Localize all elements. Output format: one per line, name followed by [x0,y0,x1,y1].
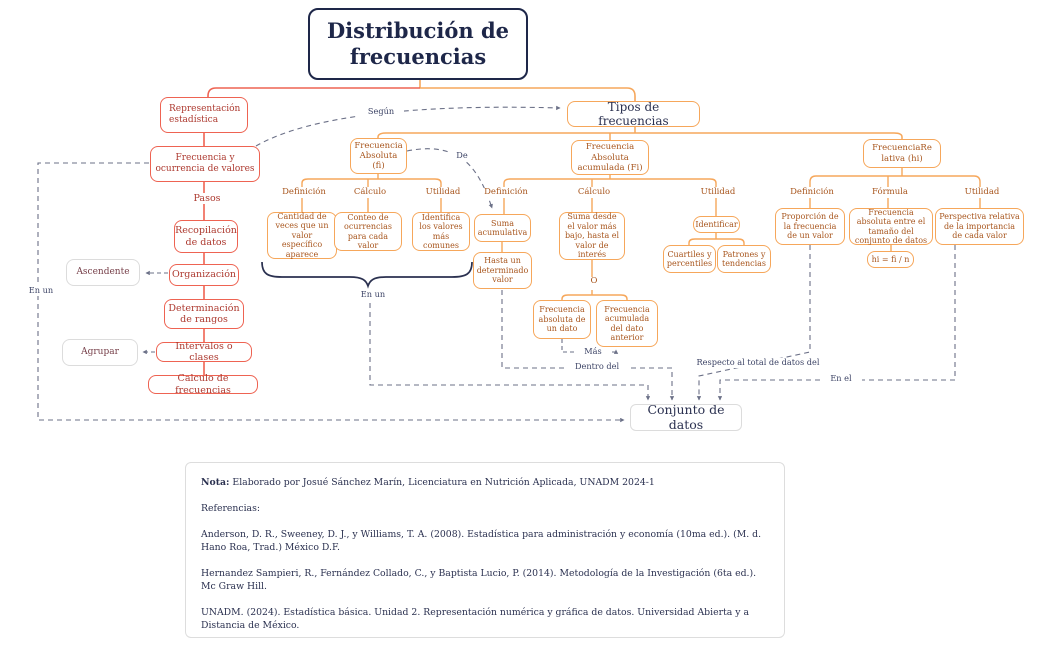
leaf-hi-formula-expr: hi = fi / n [867,251,914,268]
dashed-segun [256,107,560,146]
label-o: O [586,277,602,286]
map-title: Distribución de frecuencias [308,8,528,80]
leaf-Fi-frecuencia-absoluta-dato: Frecuencia absoluta de un dato [533,300,591,339]
node-ascendente: Ascendente [66,259,140,286]
node-determinacion-rangos: Determinación de rangos [164,299,244,329]
note-reference-2: Hernandez Sampieri, R., Fernández Collado, C., y Baptista Lucio, P. (2014). Metodología de la Investigación (6ta ed.). Mc Graw Hill. [201,568,757,593]
label-fi-utilidad: Utilidad [416,188,470,197]
edge-label-en-un-left: En un [21,286,61,296]
label-hi-utilidad: Utilidad [955,188,1009,197]
label-Fi-utilidad: Utilidad [691,188,745,197]
label-fi-calculo: Cálculo [343,188,397,197]
leaf-Fi-suma-desde: Suma desde el valor más bajo, hasta el valor de interés [559,212,625,260]
leaf-hi-definicion: Proporción de la frecuencia de un valor [775,208,845,245]
edge-label-en-un-mid: En un [352,290,394,300]
leaf-fi-definicion: Cantidad de veces que un valor específico aparece [267,212,337,259]
note-panel [185,462,785,638]
edge-label-de: De [448,151,476,161]
node-frecuencia-relativa: FrecuenciaRe lativa (hi) [863,139,941,168]
leaf-Fi-frecuencia-acumulada-anterior: Frecuencia acumulada del dato anterior [596,300,658,347]
connector-tipos-fan [378,127,902,140]
node-tipos-de-frecuencias: Tipos de frecuencias [567,101,700,127]
node-frecuencia-absoluta: Frecuencia Absoluta (fi) [350,138,407,174]
leaf-fi-utilidad: Identifica los valores más comunes [412,212,470,251]
node-intervalos-clases: Intervalos o clases [156,342,252,362]
brace-fi-leaves [262,262,472,286]
dashed-en-un-left [38,163,624,420]
label-pasos: Pasos [186,193,228,204]
node-frecuencia-ocurrencia: Frecuencia y ocurrencia de valores [150,146,260,182]
node-conjunto-de-datos: Conjunto de datos [630,404,742,431]
note-nota-bold: Nota: [201,477,230,488]
edge-label-dentro-del: Dentro del [566,362,628,372]
note-nota-text: Elaborado por Josué Sánchez Marín, Licenciatura en Nutrición Aplicada, UNADM 2024-1 [229,477,655,488]
label-hi-formula: Fórmula [863,188,917,197]
label-hi-definicion: Definición [785,188,839,197]
edge-label-segun: Según [358,107,404,117]
connector-identificar-fan [689,233,744,245]
node-recopilacion-datos: Recopilación de datos [174,220,238,253]
leaf-fi-calculo: Conteo de ocurrencias para cada valor [334,212,402,251]
leaf-hi-formula: Frecuencia absoluta entre el tamaño del conjunto de datos [849,208,933,245]
edge-label-en-el: En el [820,374,862,384]
note-reference-1: Anderson, D. R., Sweeney, D. J., y Williams, T. A. (2008). Estadística para administración y economía (10ma ed.). (M. d. Hano Roa, Trad.) México D.F. [201,529,762,554]
node-agrupar: Agrupar [62,339,138,366]
node-organizacion: Organización [169,264,239,286]
leaf-Fi-identificar: Identificar [693,216,740,233]
leaf-Fi-cuartiles: Cuartiles y percentiles [663,245,716,273]
leaf-Fi-hasta-valor: Hasta un determinado valor [473,252,532,289]
edge-label-respecto: Respecto al total de datos del [688,358,828,368]
note-line [201,476,769,489]
note-referencias-label: Referencias: [201,503,261,515]
label-mas: Más [576,347,610,357]
node-frecuencia-acumulada: Frecuencia Absoluta acumulada (Fi) [571,140,649,175]
node-representacion-estadistica: Representación estadística [160,97,248,133]
connector-title-to-representacion [208,88,420,97]
leaf-hi-utilidad: Perspectiva relativa de la importancia de cada valor [935,208,1024,245]
label-Fi-calculo: Cálculo [567,188,621,197]
note-reference-3: UNADM. (2024). Estadística básica. Unidad 2. Representación numérica y gráfica de datos. Universidad Abierta y a Distancia de México. [201,607,750,632]
node-calculo-frecuencias: Calculo de frecuencias [148,375,258,394]
label-Fi-definicion: Definición [479,188,533,197]
leaf-Fi-suma-acumulativa: Suma acumulativa [474,214,531,242]
leaf-Fi-patrones: Patrones y tendencias [717,245,771,273]
label-fi-definicion: Definición [277,188,331,197]
